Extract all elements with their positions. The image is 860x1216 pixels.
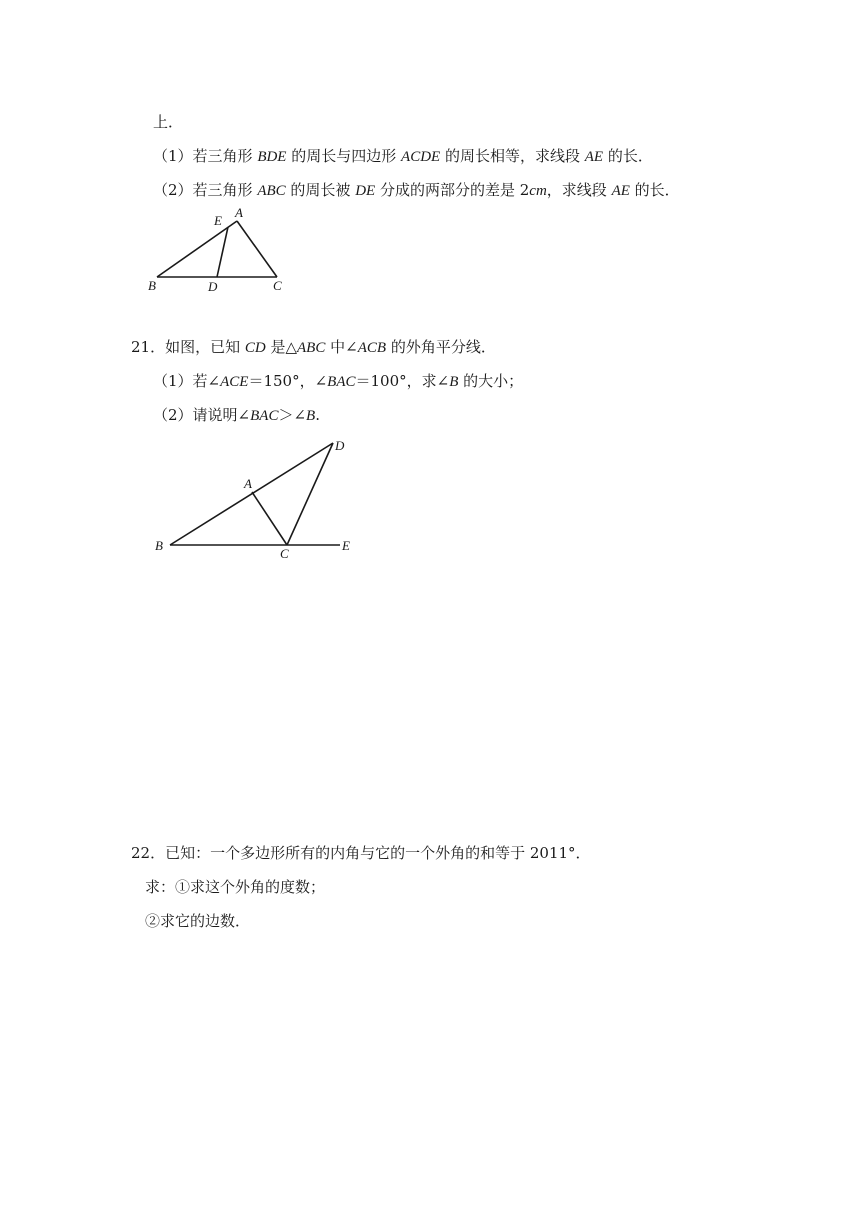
q20-continuation: 上．	[153, 113, 184, 131]
label-b: B	[155, 538, 163, 553]
q21-part1: （1）若∠ACE＝150°，∠BAC＝100°，求∠B 的大小；	[153, 372, 524, 390]
q22-part2: ②求它的边数．	[145, 912, 251, 930]
q20-part1: （1）若三角形 BDE 的周长与四边形 ACDE 的周长相等，求线段 AE 的长．	[153, 147, 653, 165]
segment-bd	[170, 443, 333, 545]
label-a: A	[244, 476, 252, 491]
q20-part2: （2）若三角形 ABC 的周长被 DE 分成的两部分的差是 2cm，求线段 AE 的长．	[153, 181, 680, 199]
label-e: E	[342, 538, 350, 553]
q21-part2: （2）请说明∠BAC＞∠B.	[153, 406, 320, 424]
label-d: D	[208, 279, 218, 294]
segment-ac	[237, 221, 277, 277]
q22-part1: 求：①求这个外角的度数；	[145, 878, 326, 896]
triangle-figure-1	[140, 200, 300, 300]
q22-stem: 22．已知：一个多边形所有的内角与它的一个外角的和等于 2011°．	[131, 844, 591, 862]
label-c: C	[280, 546, 289, 561]
segment-ac	[252, 492, 287, 545]
label-d: D	[335, 438, 345, 453]
q21-stem: 21．如图，已知 CD 是△ABC 中∠ACB 的外角平分线．	[131, 338, 496, 356]
label-c: C	[273, 278, 282, 293]
label-b: B	[148, 278, 156, 293]
label-e: E	[214, 213, 222, 228]
label-a: A	[235, 205, 243, 220]
triangle-figure-2	[145, 430, 375, 565]
segment-ba	[157, 221, 237, 277]
